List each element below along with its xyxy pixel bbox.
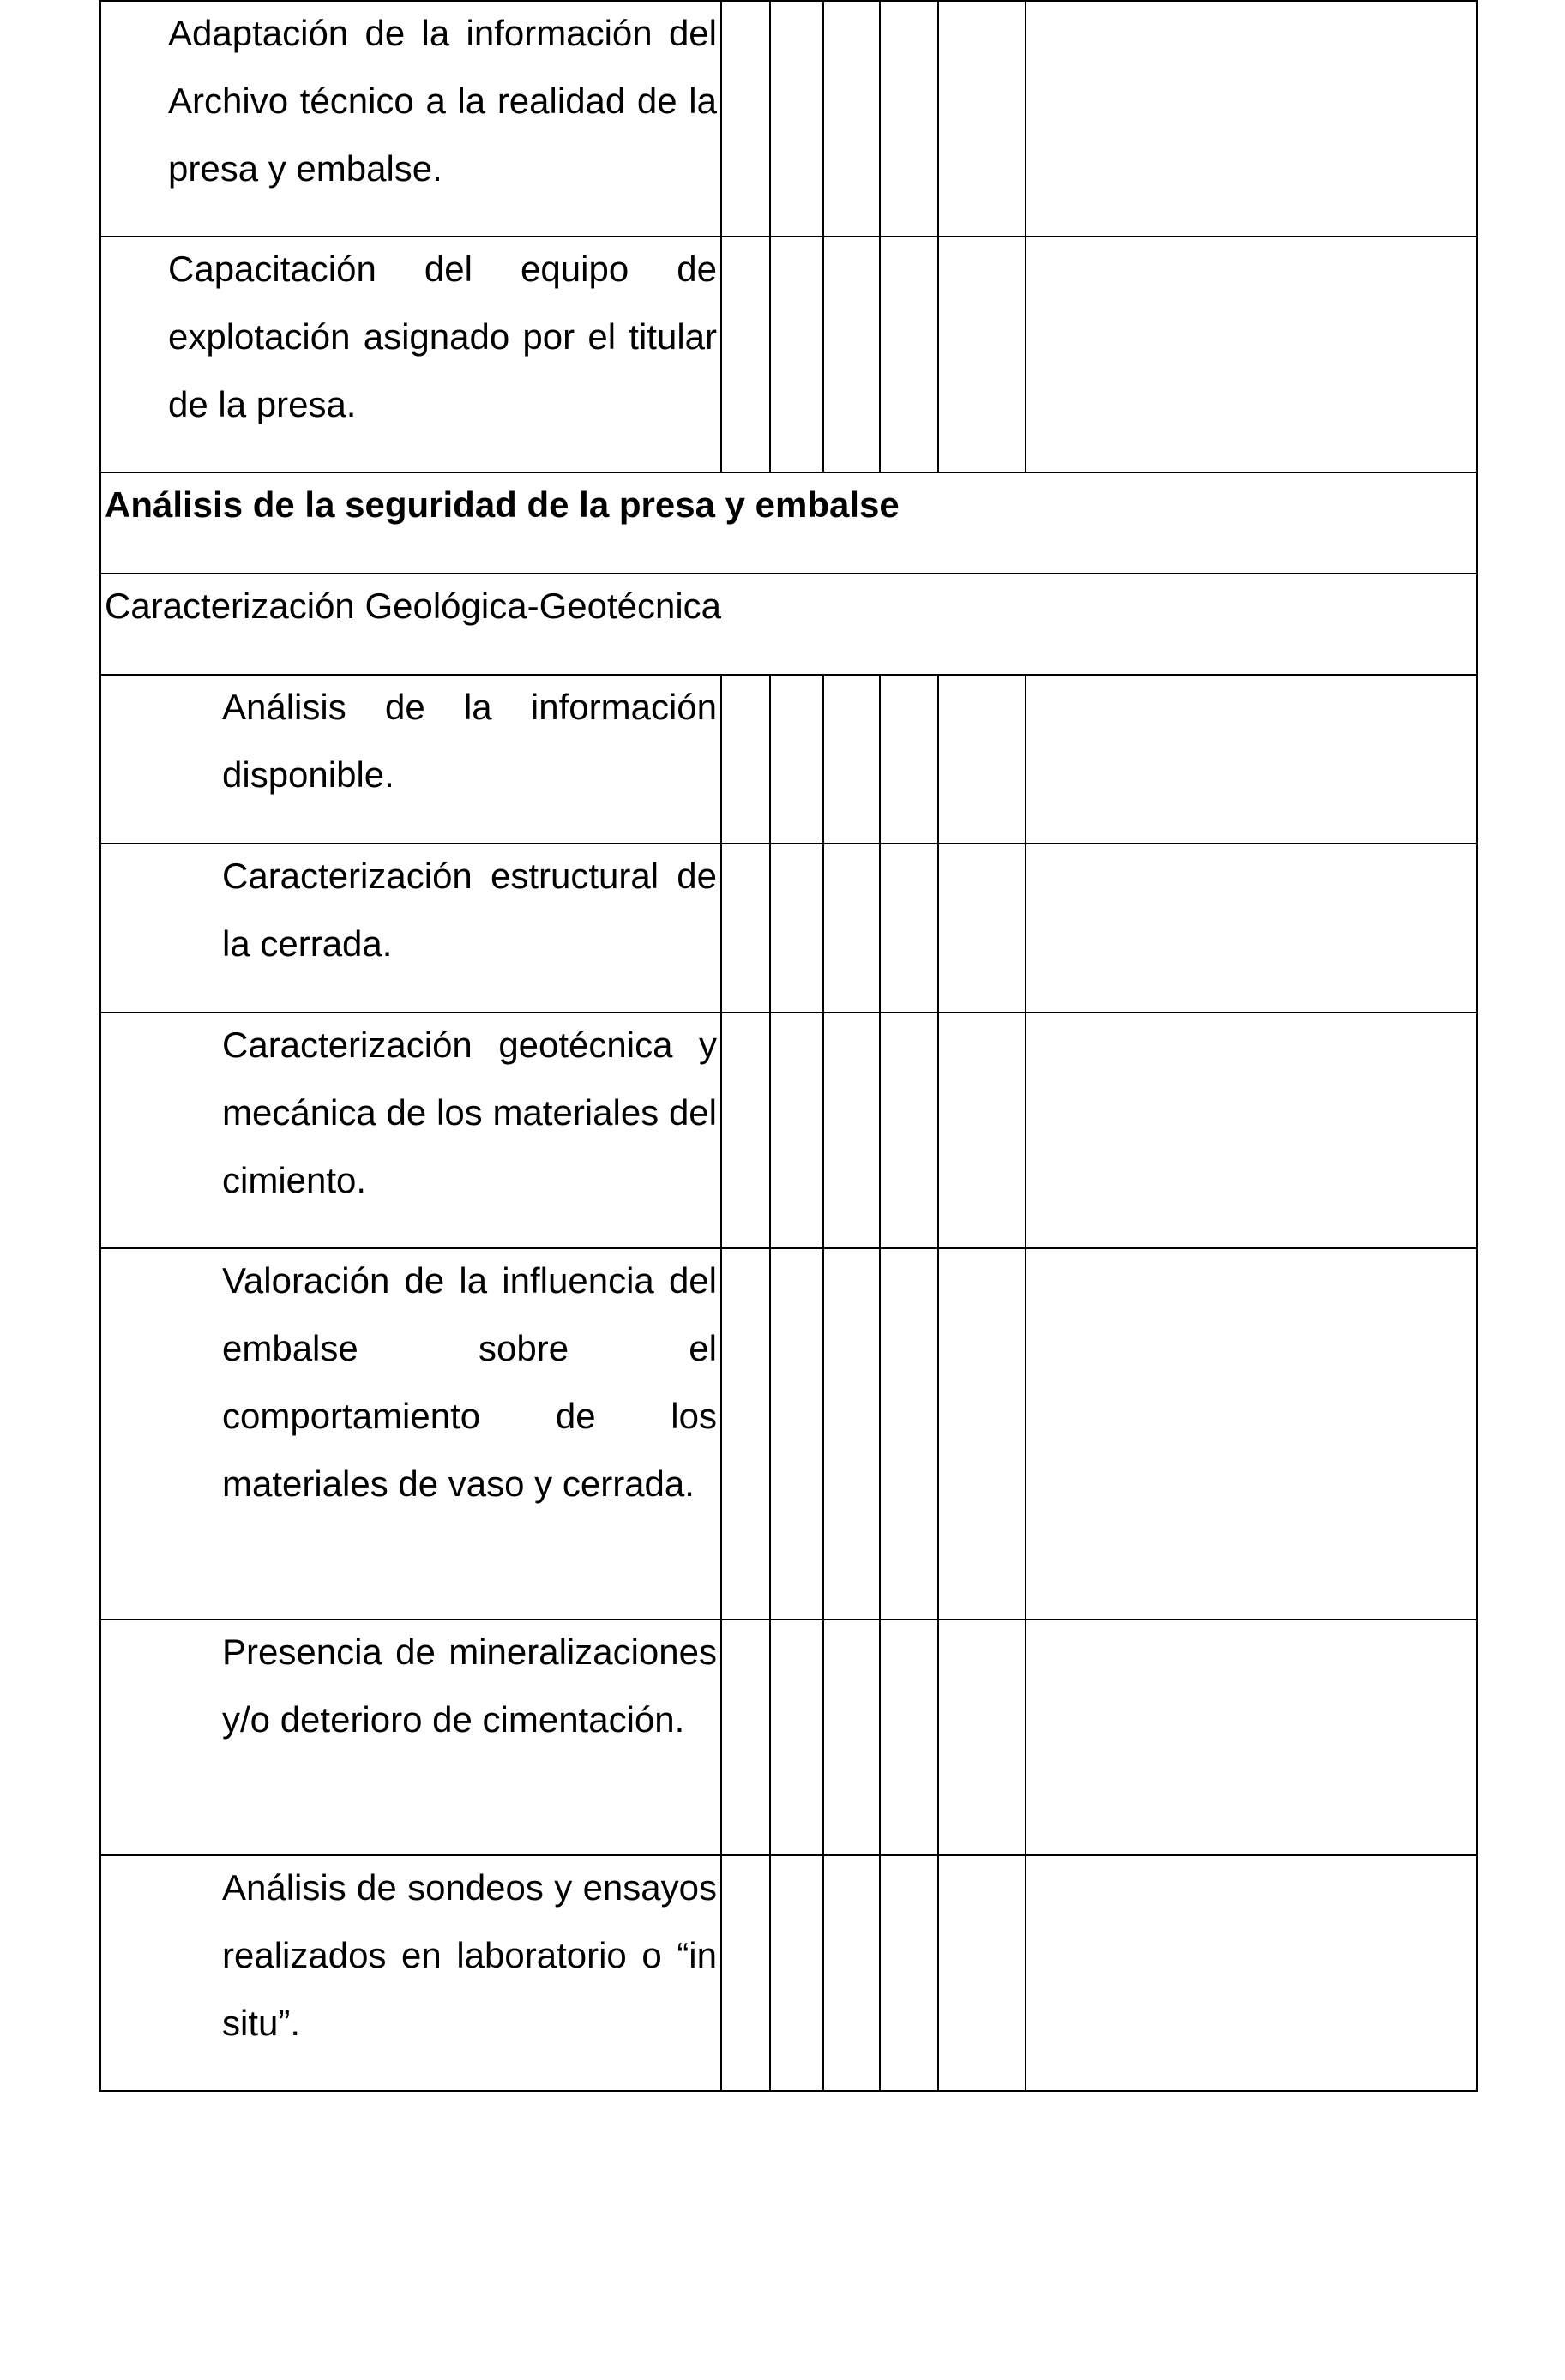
check-cell	[880, 844, 938, 1013]
check-cell	[770, 1620, 823, 1855]
check-cell	[938, 237, 1026, 472]
subsection-heading-row	[100, 574, 1477, 675]
check-cell	[823, 1, 880, 237]
check-cell	[770, 1, 823, 237]
task-cell	[100, 1620, 721, 1855]
task-text: Presencia de mineralizaciones y/o deterioro de cimentación.	[222, 1632, 717, 1740]
check-cell	[938, 1855, 1026, 2091]
table-row	[100, 844, 1477, 1013]
task-text: Valoración de la influencia del embalse sobre el comportamiento de los materiales de vaso y cerrada.	[222, 1260, 717, 1504]
check-cell	[770, 1013, 823, 1248]
check-cell	[880, 1620, 938, 1855]
check-cell	[721, 1248, 770, 1620]
table-row	[100, 1013, 1477, 1248]
check-cell	[823, 844, 880, 1013]
observations-cell	[1026, 237, 1477, 472]
task-text: Análisis de la información disponible.	[222, 687, 717, 795]
observations-cell	[1026, 1, 1477, 237]
observations-cell	[1026, 1620, 1477, 1855]
check-cell	[823, 1248, 880, 1620]
check-cell	[880, 237, 938, 472]
observations-cell	[1026, 675, 1477, 844]
task-cell	[100, 675, 721, 844]
check-cell	[880, 1248, 938, 1620]
section-heading-cell	[100, 472, 1477, 574]
check-cell	[880, 1855, 938, 2091]
table-row	[100, 237, 1477, 472]
task-cell	[100, 1, 721, 237]
check-cell	[721, 675, 770, 844]
task-cell	[100, 1248, 721, 1620]
task-text: Caracterización geotécnica y mecánica de los materiales del cimiento.	[222, 1025, 717, 1200]
table-row	[100, 1855, 1477, 2091]
task-cell	[100, 1013, 721, 1248]
check-cell	[823, 237, 880, 472]
observations-cell	[1026, 1855, 1477, 2091]
check-cell	[880, 1, 938, 237]
check-cell	[770, 844, 823, 1013]
check-cell	[880, 1013, 938, 1248]
task-text: Análisis de sondeos y ensayos realizados en laboratorio o “in situ”.	[222, 1867, 717, 2043]
check-cell	[938, 1013, 1026, 1248]
check-cell	[721, 1, 770, 237]
check-cell	[938, 1248, 1026, 1620]
subsection-heading: Caracterización Geológica-Geotécnica	[105, 586, 722, 626]
observations-cell	[1026, 1248, 1477, 1620]
check-cell	[823, 1620, 880, 1855]
check-cell	[770, 237, 823, 472]
check-cell	[770, 675, 823, 844]
check-cell	[823, 1855, 880, 2091]
section-heading: Análisis de la seguridad de la presa y embalse	[105, 484, 900, 525]
check-cell	[938, 1620, 1026, 1855]
task-cell	[100, 844, 721, 1013]
check-cell	[721, 1855, 770, 2091]
check-cell	[823, 1013, 880, 1248]
observations-cell	[1026, 1013, 1477, 1248]
task-text: Caracterización estructural de la cerrada.	[222, 856, 717, 964]
task-text: Adaptación de la información del Archivo técnico a la realidad de la presa y embalse.	[168, 13, 717, 189]
table-row	[100, 1620, 1477, 1855]
check-cell	[721, 237, 770, 472]
check-cell	[938, 844, 1026, 1013]
table-row	[100, 675, 1477, 844]
check-cell	[938, 675, 1026, 844]
check-cell	[721, 1013, 770, 1248]
task-text: Capacitación del equipo de explotación asignado por el titular de la presa.	[168, 249, 717, 424]
table-row	[100, 1, 1477, 237]
table-row	[100, 1248, 1477, 1620]
check-cell	[823, 675, 880, 844]
observations-cell	[1026, 844, 1477, 1013]
check-cell	[721, 1620, 770, 1855]
checklist-table	[99, 0, 1478, 2092]
section-heading-row	[100, 472, 1477, 574]
check-cell	[938, 1, 1026, 237]
task-cell	[100, 237, 721, 472]
check-cell	[770, 1248, 823, 1620]
check-cell	[721, 844, 770, 1013]
task-cell	[100, 1855, 721, 2091]
check-cell	[880, 675, 938, 844]
subsection-heading-cell	[100, 574, 1477, 675]
check-cell	[770, 1855, 823, 2091]
